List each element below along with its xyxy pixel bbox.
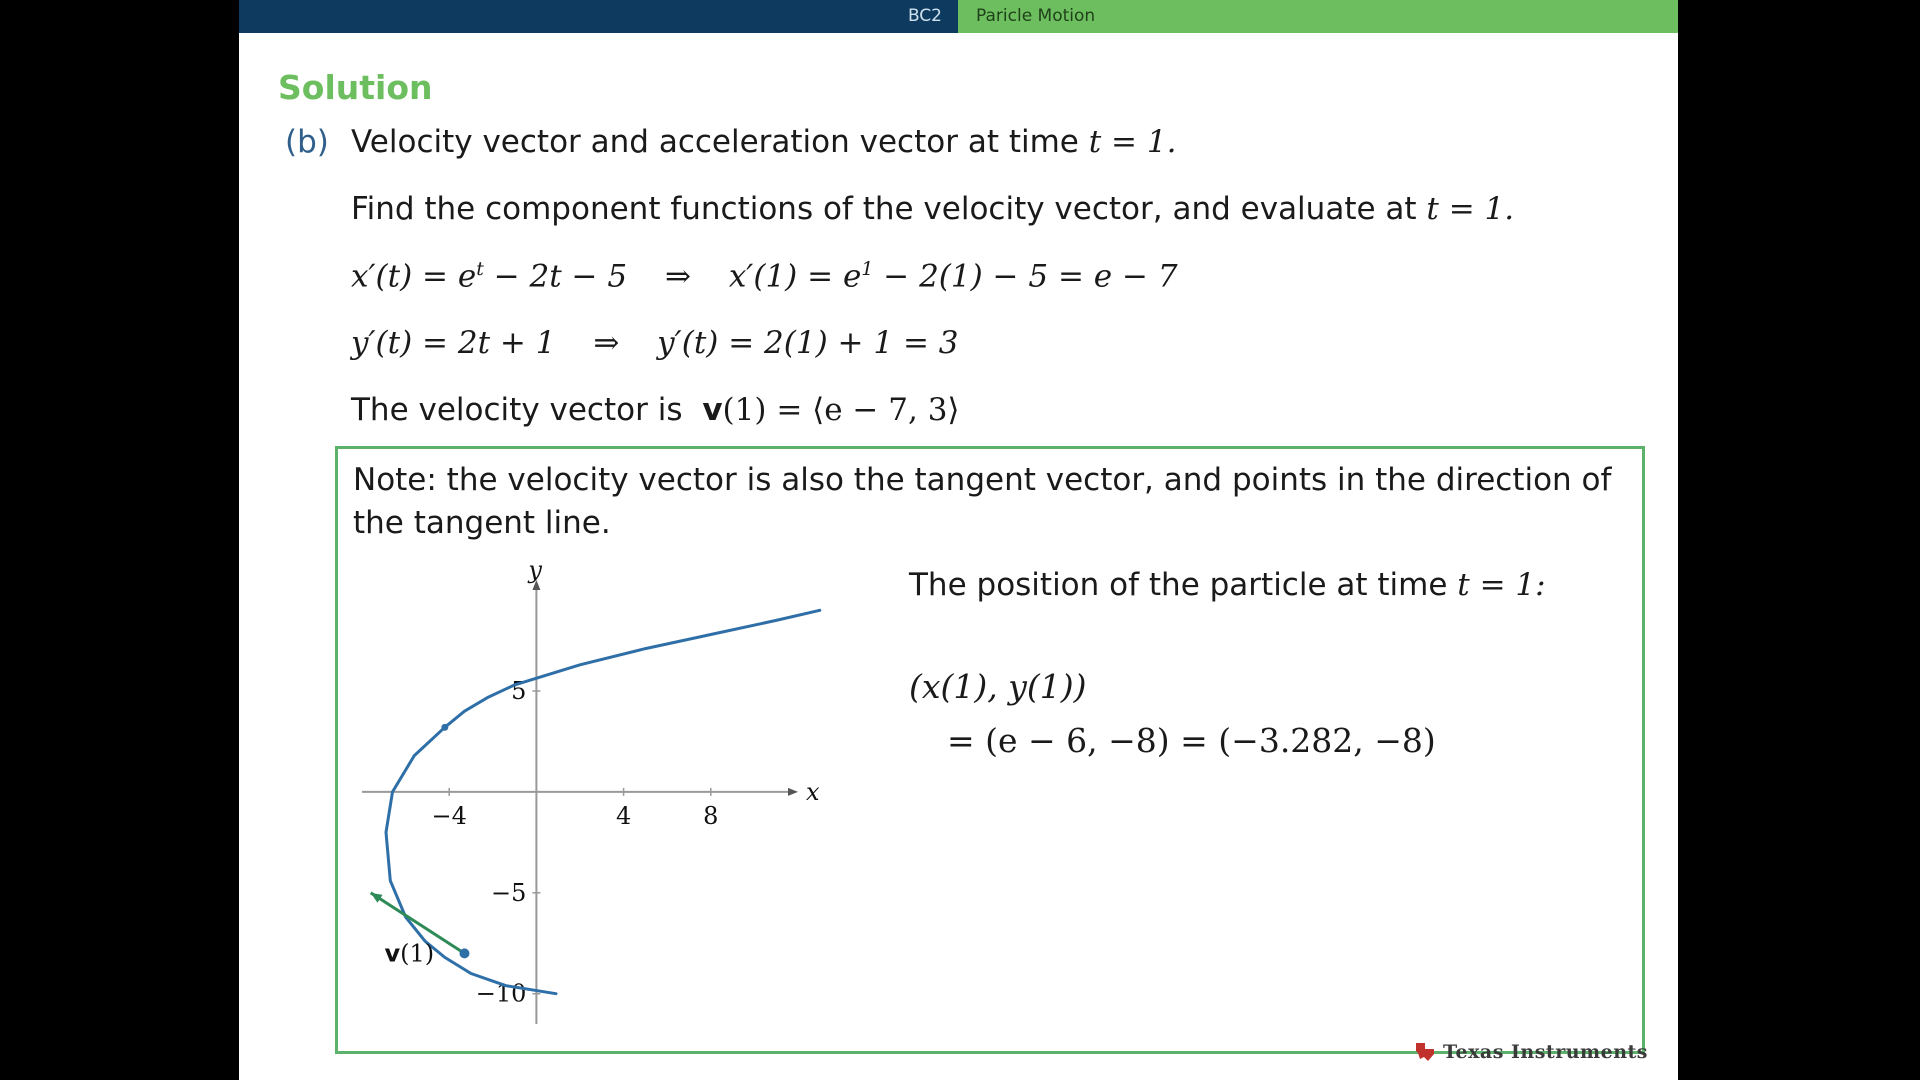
part-title-math: t = 1. <box>1088 124 1177 160</box>
header-right-bar <box>958 0 1678 33</box>
part-title-text: Velocity vector and acceleration vector at time <box>351 124 1079 160</box>
velocity-symbol: v <box>702 392 723 428</box>
curve-point-0 <box>459 948 469 958</box>
instruction-text: Find the component functions of the velocity vector, and evaluate at <box>351 191 1417 227</box>
equation-y-prime <box>351 325 959 361</box>
velocity-math: (1) = ⟨e − 7, 3⟩ <box>722 392 960 428</box>
curve-point-1 <box>441 724 448 731</box>
position-value: = (e − 6, −8) = (−3.282, −8) <box>947 721 1436 760</box>
section-title: Solution <box>278 68 433 107</box>
eq1-left: x′(t) = e <box>351 258 477 295</box>
header-left-bar <box>239 0 958 33</box>
eq1-left-rest: − 2t − 5 <box>483 258 628 295</box>
x-axis-arrow <box>788 788 798 796</box>
position-coord: (x(1), y(1)) <box>909 667 1087 706</box>
eq1-right-rest: − 2(1) − 5 = e − 7 <box>873 258 1178 295</box>
x-axis-label: x <box>806 777 820 806</box>
instruction-math: t = 1. <box>1426 191 1515 227</box>
part-label: (b) <box>285 124 329 160</box>
curve-plot <box>348 556 820 1044</box>
equation-x-prime <box>351 258 1178 294</box>
header-topic-label: Paricle Motion <box>976 6 1096 26</box>
position-title <box>909 567 1546 603</box>
implies-arrow-2: ⇒ <box>593 325 620 361</box>
note-text: Note: the velocity vector is also the tangent vector, and points in the direction of the tangent line. <box>353 462 1612 541</box>
logo-text: Texas Instruments <box>1443 1041 1648 1063</box>
implies-arrow: ⇒ <box>664 258 691 295</box>
note-box <box>335 446 1645 1054</box>
x-tick-label: −4 <box>431 801 467 830</box>
part-title <box>351 124 1176 160</box>
position-math: t = 1: <box>1457 567 1546 603</box>
y-tick-label: 5 <box>511 677 527 705</box>
x-tick-label: 8 <box>703 801 719 830</box>
y-axis-label: y <box>528 556 542 584</box>
texas-instruments-logo <box>1413 1040 1648 1064</box>
position-text: The position of the particle at time <box>909 567 1448 603</box>
y-tick-label: −10 <box>475 979 527 1008</box>
slide <box>239 0 1678 1080</box>
velocity-vector-label: v(1) <box>384 939 435 968</box>
velocity-line <box>351 392 960 428</box>
curve-segment-1 <box>515 610 820 685</box>
velocity-text: The velocity vector is <box>351 392 683 428</box>
texas-state-icon <box>1413 1040 1437 1064</box>
eq2-right: y′(t) = 2(1) + 1 = 3 <box>657 325 959 361</box>
y-tick-label: −5 <box>491 878 527 907</box>
eq1-left-sup: t <box>476 258 484 280</box>
instruction-line <box>351 191 1514 227</box>
plot-marks <box>371 724 470 968</box>
header-course-label: BC2 <box>907 6 942 26</box>
eq2-left: y′(t) = 2t + 1 <box>351 325 556 361</box>
x-tick-label: 4 <box>615 801 632 830</box>
eq1-right: x′(1) = e <box>728 258 862 295</box>
eq1-right-sup: 1 <box>861 258 874 280</box>
